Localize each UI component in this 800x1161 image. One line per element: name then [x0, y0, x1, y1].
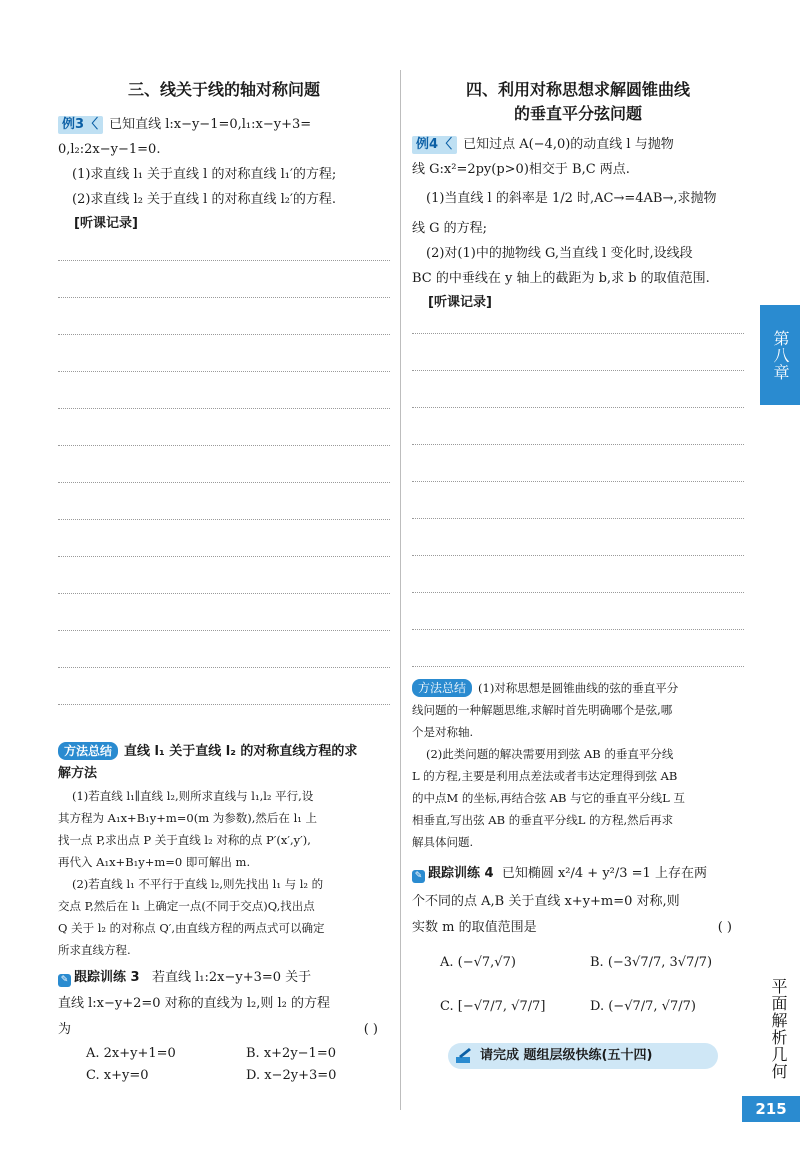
- method-line: 相垂直,写出弦 AB 的垂直平分线L 的方程,然后再求: [412, 813, 674, 827]
- example-question-1: (1)当直线 l 的斜率是 1/2 时,AC→=4AB→,求抛物: [426, 191, 717, 206]
- pen-book-icon: [454, 1046, 474, 1066]
- track-icon: ✎: [58, 974, 71, 987]
- chapter-tab: 第八章: [760, 305, 800, 405]
- method-line: 再代入 A₁x+B₁y+m=0 即可解出 m.: [58, 855, 251, 869]
- method-line: (1)对称思想是圆锥曲线的弦的垂直平分: [478, 681, 679, 695]
- complete-exercise-banner: [448, 1043, 718, 1069]
- track-label: 跟踪训练 3: [74, 970, 140, 985]
- note-line: [58, 630, 390, 631]
- example-line: BC 的中垂线在 y 轴上的截距为 b,求 b 的取值范围.: [412, 271, 710, 286]
- example-line: 线 G:x²=2py(p>0)相交于 B,C 两点.: [412, 162, 630, 177]
- example-3: [58, 112, 390, 212]
- track-label: 跟踪训练 4: [428, 866, 494, 881]
- method-line: 找一点 P,求出点 P 关于直线 l₂ 对称的点 P′(x′,y′),: [58, 833, 311, 847]
- track-line: 个不同的点 A,B 关于直线 x+y+m=0 对称,则: [412, 894, 680, 909]
- track-line: 若直线 l₁:2x−y+3=0 关于: [151, 970, 312, 985]
- method-line: 个是对称轴.: [412, 725, 474, 739]
- option-a: A. 2x+y+1=0: [86, 1046, 176, 1061]
- right-column: [412, 70, 744, 1069]
- method-line: (2)此类问题的解决需要用到弦 AB 的垂直平分线: [426, 747, 674, 761]
- method-line: 线问题的一种解题思维,求解时首先明确哪个是弦,哪: [412, 703, 673, 717]
- notes-lines: [58, 260, 390, 705]
- note-line: [412, 592, 744, 593]
- track-line: 已知椭圆 x²/4 + y²/3 =1 上存在两: [501, 866, 707, 881]
- complete-exercise-text: 请完成 题组层级快练(五十四): [480, 1048, 653, 1063]
- section-title-4: [412, 78, 744, 126]
- example-4: [412, 132, 744, 291]
- note-line: [58, 519, 390, 520]
- example-badge: 例4 〈: [412, 136, 457, 154]
- page-number: 215: [742, 1096, 800, 1122]
- note-line: [412, 370, 744, 371]
- note-line: [58, 667, 390, 668]
- method-summary-badge: 方法总结: [58, 742, 118, 760]
- subject-label: 平面解析几何: [769, 978, 788, 1080]
- note-line: [412, 666, 744, 667]
- note-line: [412, 481, 744, 482]
- note-line: [412, 518, 744, 519]
- method-line: 交点 P,然后在 l₁ 上确定一点(不同于交点)Q,找出点: [58, 899, 315, 913]
- note-line: [412, 629, 744, 630]
- options-list: [412, 941, 744, 1029]
- note-line: [412, 444, 744, 445]
- note-line: [58, 704, 390, 705]
- method-line: 的中点M 的坐标,再结合弦 AB 与它的垂直平分线L 互: [412, 791, 685, 805]
- section-title-line: 的垂直平分弦问题: [513, 104, 642, 123]
- method-heading-cont: 解方法: [58, 766, 98, 781]
- method-line: Q 关于 l₂ 的对称点 Q′,由直线方程的两点式可以确定: [58, 921, 325, 935]
- note-line: [58, 482, 390, 483]
- note-line: [58, 408, 390, 409]
- options-list: [58, 1043, 390, 1087]
- note-line: [412, 333, 744, 334]
- note-line: [58, 556, 390, 557]
- track-training-3: [58, 965, 390, 1087]
- option-d: D. x−2y+3=0: [246, 1068, 337, 1083]
- method-line: (1)若直线 l₁∥直线 l₂,则所求直线与 l₁,l₂ 平行,设: [72, 789, 314, 803]
- example-line: 0,l₂:2x−y−1=0.: [58, 142, 161, 157]
- method-line: 其方程为 A₁x+B₁y+m=0(m 为参数),然后在 l₁ 上: [58, 811, 318, 825]
- section-title-3: 三、线关于线的轴对称问题: [127, 80, 320, 99]
- example-badge: 例3 〈: [58, 116, 103, 134]
- note-line: [58, 334, 390, 335]
- example-line: 已知直线 l:x−y−1=0,l₁:x−y+3=: [109, 117, 312, 132]
- method-heading: 直线 l₁ 关于直线 l₂ 的对称直线方程的求: [124, 744, 358, 759]
- section-title-line: 四、利用对称思想求解圆锥曲线: [465, 80, 690, 99]
- method-summary-4: [412, 677, 744, 853]
- column-divider: [400, 70, 401, 1110]
- example-line: 线 G 的方程;: [412, 221, 488, 236]
- notes-label: [听课记录]: [428, 295, 492, 310]
- note-line: [58, 371, 390, 372]
- method-summary-3: [58, 741, 390, 961]
- method-line: (2)若直线 l₁ 不平行于直线 l₂,则先找出 l₁ 与 l₂ 的: [72, 877, 324, 891]
- option-d: D. (−√7/7, √7/7): [590, 999, 696, 1014]
- note-line: [412, 407, 744, 408]
- left-column: [58, 70, 390, 1087]
- answer-paren: ( ): [717, 920, 732, 935]
- method-line: 所求直线方程.: [58, 943, 131, 957]
- example-question-2: (2)对(1)中的抛物线 G,当直线 l 变化时,设线段: [426, 246, 693, 261]
- method-line: L 的方程,主要是利用点差法或者韦达定理得到弦 AB: [412, 769, 678, 783]
- notes-label: [听课记录]: [74, 216, 138, 231]
- note-line: [58, 297, 390, 298]
- example-line: 已知过点 A(−4,0)的动直线 l 与抛物: [463, 137, 674, 152]
- option-c: C. [−√7/7, √7/7]: [440, 999, 546, 1014]
- option-b: B. x+2y−1=0: [246, 1046, 336, 1061]
- notes-lines: [412, 333, 744, 667]
- track-training-4: [412, 859, 744, 1029]
- track-line: 为: [58, 1022, 72, 1037]
- note-line: [58, 260, 390, 261]
- option-a: A. (−√7,√7): [440, 955, 516, 970]
- track-line: 实数 m 的取值范围是: [412, 920, 537, 935]
- option-b: B. (−3√7/7, 3√7/7): [590, 955, 713, 970]
- method-summary-badge: 方法总结: [412, 679, 472, 697]
- method-line: 解具体问题.: [412, 835, 474, 849]
- note-line: [58, 445, 390, 446]
- answer-paren: ( ): [363, 1022, 378, 1037]
- option-c: C. x+y=0: [86, 1068, 149, 1083]
- track-line: 直线 l:x−y+2=0 对称的直线为 l₂,则 l₂ 的方程: [58, 996, 330, 1011]
- track-icon: ✎: [412, 870, 425, 883]
- example-question-1: (1)求直线 l₁ 关于直线 l 的对称直线 l₁′的方程;: [72, 167, 337, 182]
- note-line: [58, 593, 390, 594]
- note-line: [412, 555, 744, 556]
- example-question-2: (2)求直线 l₂ 关于直线 l 的对称直线 l₂′的方程.: [72, 192, 337, 207]
